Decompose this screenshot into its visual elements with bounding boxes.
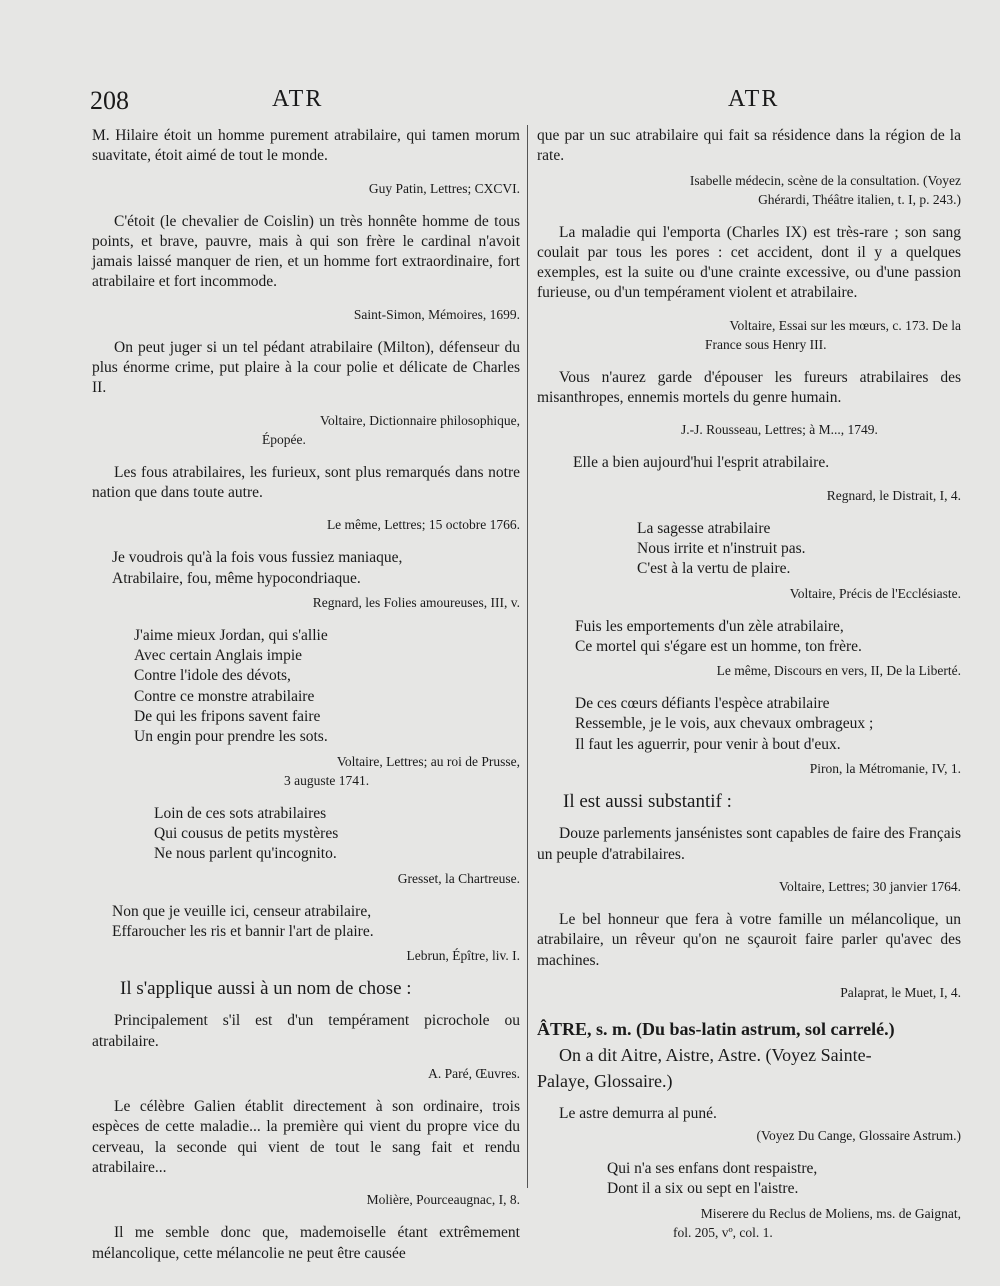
left-running-head: ATR: [272, 86, 324, 112]
verse-line: Un engin pour prendre les sots.: [134, 728, 328, 746]
citation: Guy Patin, Lettres; CXCVI.: [368, 180, 520, 196]
citation: Le même, Lettres; 15 octobre 1766.: [326, 517, 520, 533]
quote-text: Les fous atrabilaires, les furieux, sont plus remarqués dans notre nation que dans toute autre.: [92, 463, 520, 501]
quote-text: C'étoit (le chevalier de Coislin) un très honnête homme de tous points, et brave, pauvre, mais à qui son frère le cardinal n'avoit jamais laissé manquer de rien, et un homme fort extraordinaire, fort atrabilaire et fort incommode.: [92, 212, 520, 291]
quote-text: On peut juger si un tel pédant atrabilaire (Milton), défenseur du plus énorme crime, put plaire à la cour polie et délicate de Charles II.: [92, 338, 520, 397]
verse-line: C'est à la vertu de plaire.: [637, 560, 791, 578]
quote-text: Le astre demurra al puné.: [559, 1104, 717, 1122]
citation: J.-J. Rousseau, Lettres; à M..., 1749.: [681, 422, 878, 438]
citation-cont: France sous Henry III.: [705, 336, 827, 352]
citation-cont: fol. 205, vº, col. 1.: [673, 1224, 773, 1240]
citation-cont: Ghérardi, Théâtre italien, t. I, p. 243.): [758, 191, 961, 207]
verse-line: Ressemble, je le vois, aux chevaux ombrageux ;: [575, 715, 874, 733]
verse-block: [575, 694, 961, 755]
section-subhead: Il est aussi substantif :: [563, 791, 732, 813]
citation: Gresset, la Chartreuse.: [397, 870, 520, 886]
citation: Regnard, le Distrait, I, 4.: [826, 487, 961, 503]
verse-line: De ces cœurs défiants l'espèce atrabilaire: [575, 695, 830, 713]
verse-line: Non que je veuille ici, censeur atrabilaire,: [112, 902, 372, 920]
quote-text: Vous n'aurez garde d'épouser les fureurs atrabilaires des misanthropes, ennemis mortels du genre humain.: [537, 368, 961, 407]
quote-text: Il me semble donc que, mademoiselle étant extrêmement mélancolique, cette mélancolie ne peut être causée: [92, 1224, 520, 1262]
citation: A. Paré, Œuvres.: [428, 1066, 520, 1082]
citation: Le même, Discours en vers, II, De la Liberté.: [716, 663, 961, 679]
entry-variant-cont: Palaye, Glossaire.): [537, 1070, 673, 1091]
citation-cont: 3 auguste 1741.: [284, 772, 370, 788]
citation: Palaprat, le Muet, I, 4.: [840, 984, 961, 1000]
verse-line: Qui cousus de petits mystères: [154, 824, 339, 842]
section-subhead: Il s'applique aussi à un nom de chose :: [120, 978, 412, 1000]
citation: Isabelle médecin, scène de la consultation. (Voyez: [689, 172, 961, 188]
citation: (Voyez Du Cange, Glossaire Astrum.): [756, 1128, 961, 1144]
verse-block: [607, 1159, 961, 1200]
quote-text: Principalement s'il est d'un tempérament picrochole ou atrabilaire.: [92, 1012, 520, 1050]
citation: Voltaire, Précis de l'Ecclésiaste.: [789, 585, 961, 601]
running-header: [0, 86, 1000, 120]
citation: Voltaire, Lettres; au roi de Prusse,: [336, 753, 520, 769]
verse-line: Ce mortel qui s'égare est un homme, ton frère.: [575, 637, 862, 655]
verse-line: Atrabilaire, fou, même hypocondriaque.: [112, 569, 361, 587]
citation: Voltaire, Lettres; 30 janvier 1764.: [779, 878, 961, 894]
verse-line: Contre ce monstre atrabilaire: [134, 687, 315, 705]
verse-line: Dont il a six ou sept en l'aistre.: [607, 1180, 799, 1198]
right-column: [537, 126, 961, 1256]
quote-text: Douze parlements jansénistes sont capables de faire des Français un peuple d'atrabilaires.: [537, 825, 961, 863]
left-column: [92, 126, 520, 1276]
dictionary-entry: [537, 1016, 961, 1094]
citation: Voltaire, Dictionnaire philosophique,: [320, 412, 520, 428]
citation-cont: Épopée.: [262, 431, 306, 447]
verse-line: Il faut les aguerrir, pour venir à bout d'eux.: [575, 735, 841, 753]
verse-line: Contre l'idole des dévots,: [134, 667, 291, 685]
verse-line: Ne nous parlent qu'incognito.: [154, 845, 337, 863]
quote-text: Le célèbre Galien établit directement à son ordinaire, trois espèces de cette maladie... la première qui vient du propre vice du cerveau, la seconde qui vient de tout le sang fait et rendu atrabilaire...: [92, 1098, 520, 1176]
page-number: 208: [90, 86, 129, 115]
citation: Miserere du Reclus de Moliens, ms. de Gaignat,: [700, 1205, 961, 1221]
verse-line: Nous irrite et n'instruit pas.: [637, 539, 806, 557]
verse-line: Qui n'a ses enfans dont respaistre,: [607, 1160, 818, 1178]
column-divider: [527, 125, 528, 1188]
citation: Piron, la Métromanie, IV, 1.: [809, 761, 961, 777]
verse-line: Loin de ces sots atrabilaires: [154, 804, 327, 822]
citation: Saint-Simon, Mémoires, 1699.: [353, 306, 520, 322]
quote-text: Elle a bien aujourd'hui l'esprit atrabilaire.: [573, 454, 830, 472]
verse-line: Avec certain Anglais impie: [134, 647, 303, 665]
verse-block: [112, 902, 520, 943]
entry-variant: On a dit Aitre, Aistre, Astre. (Voyez Sainte-: [559, 1044, 872, 1065]
verse-block: [134, 626, 520, 748]
verse-block: [637, 519, 961, 580]
verse-line: Je voudrois qu'à la fois vous fussiez maniaque,: [112, 549, 403, 567]
citation: Voltaire, Essai sur les mœurs, c. 173. De la: [729, 317, 961, 333]
verse-line: Effaroucher les ris et bannir l'art de plaire.: [112, 922, 374, 940]
verse-block: [154, 804, 520, 865]
quote-text: La maladie qui l'emporta (Charles IX) est très-rare ; son sang coulait par tous les pores : cet accident, dont il y a quelques exemples, est la suite ou d'une crainte excessive, ou d'une passion furieuse, ou d'un tempérament violent et atrabilaire.: [537, 223, 961, 302]
entry-headword: ÂTRE, s. m. (Du bas-latin astrum, sol carrelé.): [537, 1018, 895, 1039]
quote-text: M. Hilaire étoit un homme purement atrabilaire, qui tamen morum suavitate, étoit aimé de tout le monde.: [92, 127, 520, 165]
citation: Lebrun, Épître, liv. I.: [406, 948, 520, 964]
verse-block: [575, 617, 961, 658]
verse-line: Fuis les emportements d'un zèle atrabilaire,: [575, 617, 844, 635]
verse-line: J'aime mieux Jordan, qui s'allie: [134, 626, 328, 644]
right-running-head: ATR: [728, 86, 780, 112]
citation: Molière, Pourceaugnac, I, 8.: [366, 1192, 520, 1208]
verse-line: La sagesse atrabilaire: [637, 519, 771, 537]
citation: Regnard, les Folies amoureuses, III, v.: [312, 594, 520, 610]
verse-line: De qui les fripons savent faire: [134, 708, 321, 726]
quote-text: que par un suc atrabilaire qui fait sa résidence dans la région de la rate.: [537, 127, 961, 165]
verse-block: [112, 548, 520, 589]
quote-text: Le bel honneur que fera à votre famille un mélancolique, un atrabilaire, un rêveur qu'on ne sçauroit faire parler qu'avec des machines.: [537, 910, 961, 969]
